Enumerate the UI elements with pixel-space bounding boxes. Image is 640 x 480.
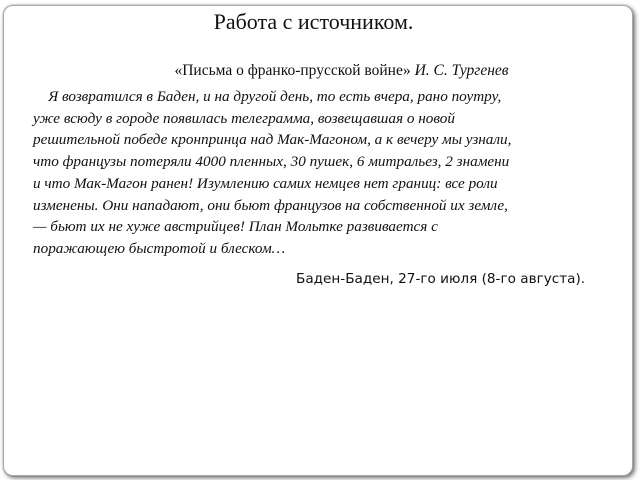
source-work-title: «Письма о франко-прусской войне» [174, 62, 411, 79]
quote-line: — бьют их не хуже австрийцев! План Мольтке развивается с [33, 218, 438, 236]
quote-line: уже всюду в городе появилась телеграмма, возвещавшая о новой [33, 109, 455, 127]
source-author: И. С. Тургенев [414, 62, 509, 79]
source-citation [0, 62, 640, 80]
quote-line: изменены. Они нападают, они бьют французов на собственной их земле, [33, 196, 508, 214]
quote-line: поражающею быстротой и блеском… [33, 239, 286, 257]
page-title: Работа с источником. [213, 9, 414, 34]
signature-date: Баден-Баден, 27-го июля (8-го августа). [296, 271, 586, 287]
quote-line: что французы потеряли 4000 пленных, 30 пушек, 6 митральез, 2 знамени [33, 153, 510, 171]
quote-line: решительной победе кронпринца над Мак-Магоном, а к вечеру мы узнали, [33, 131, 512, 149]
quote-text [33, 86, 613, 260]
quote-line: Я возвратился в Баден, и на другой день, то есть вчера, рано поутру, [33, 88, 502, 105]
quote-line: и что Мак-Магон ранен! Изумлению самих немцев нет границ: все роли [33, 174, 498, 192]
